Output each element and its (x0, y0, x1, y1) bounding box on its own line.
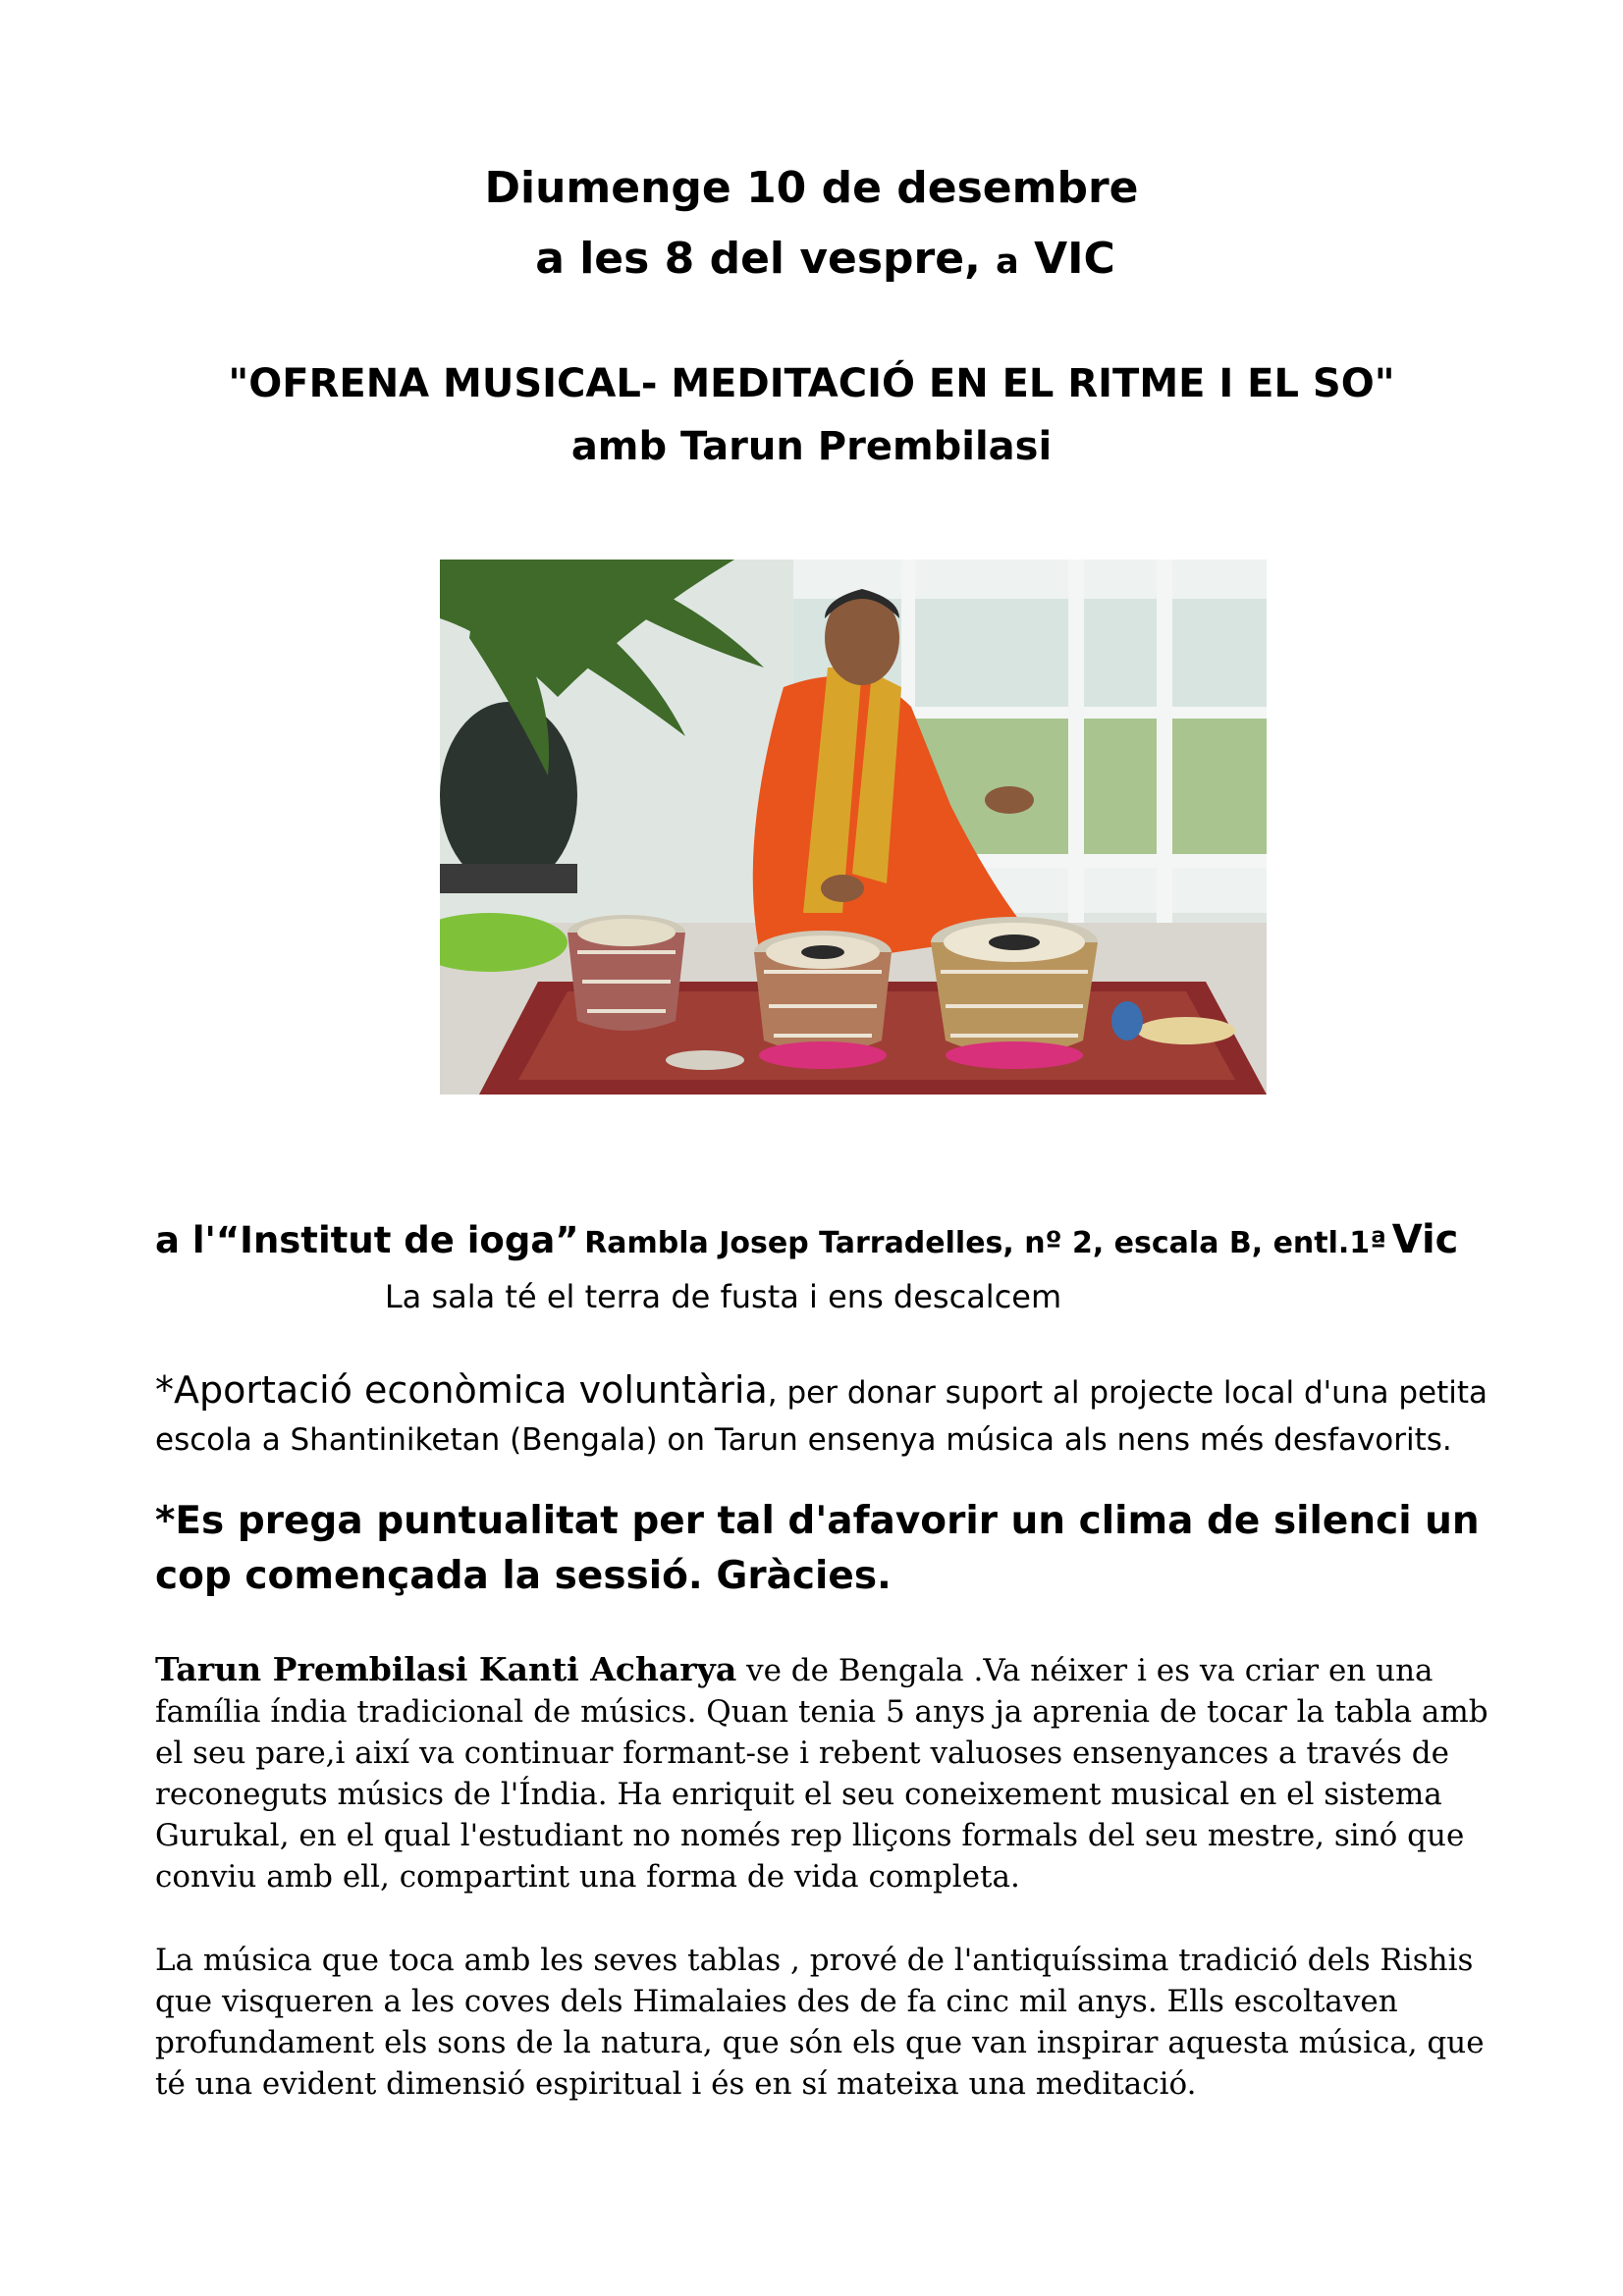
event-time: a les 8 del vespre, (535, 234, 981, 284)
event-date: Diumenge 10 de desembre (484, 163, 1139, 213)
venue-address: Rambla Josep Tarradelles, nº 2, escala B, entl.1ª (584, 1226, 1387, 1260)
event-title: "OFRENA MUSICAL- MEDITACIÓ EN EL RITME I EL SO" (228, 361, 1395, 406)
artist-full-name: Tarun Prembilasi Kanti Acharya (155, 1650, 737, 1688)
contribution-lead: *Aportació econòmica voluntària (155, 1368, 768, 1412)
event-artist: amb Tarun Prembilasi (570, 424, 1053, 469)
event-time-connector: a (996, 242, 1019, 282)
bio-text-1: ve de Bengala .Va néixer i es va criar en una família índia tradicional de músics. Quan tenia 5 anys ja aprenia de tocar la tabla amb el seu pare,i així va continuar formant-se i rebent valuoses ensenyances a través de reconeguts músics de l'Índia. Ha enriquit el seu coneixement musical en el sistema Gurukal, en el qual l'estudiant no només rep lliçons formals del seu mestre, sinó que conviu amb ell, compartint una forma de vida completa. (155, 1653, 1488, 1895)
bio-paragraph-2: La música que toca amb les seves tablas , prové de l'antiquíssima tradició dels Rishis que visqueren a les coves dels Himalaies des de fa cinc mil anys. Ells escoltaven profundament els sons de la natura, que són els que van inspirar aquesta música, que té una evident dimensió espiritual i és en sí mateixa una meditació. (155, 1943, 1485, 2102)
bio-paragraph-1 (155, 1649, 1510, 1897)
contribution-paragraph (155, 1366, 1549, 1464)
venue-line (155, 1217, 1569, 1262)
venue-city: Vic (1391, 1217, 1459, 1262)
contribution-text: , per donar suport al projecte local d'una petita escola a Shantiniketan (Bengala) on Tarun ensenya música als nens més desfavorits. (155, 1375, 1488, 1458)
event-city: VIC (1034, 234, 1115, 284)
tabla-drum-left (568, 915, 685, 1031)
floor-note: La sala té el terra de fusta i ens descalcem (384, 1278, 1062, 1315)
musician-photo (440, 560, 1267, 1095)
event-time-place (0, 234, 1623, 284)
tabla-drum-middle (754, 931, 892, 1069)
punctuality-notice: *Es prega puntualitat per tal d'afavorir un clima de silenci un cop començada la sessió. Gràcies. (155, 1499, 1480, 1598)
venue-name: a l'“Institut de ioga” (155, 1219, 579, 1261)
